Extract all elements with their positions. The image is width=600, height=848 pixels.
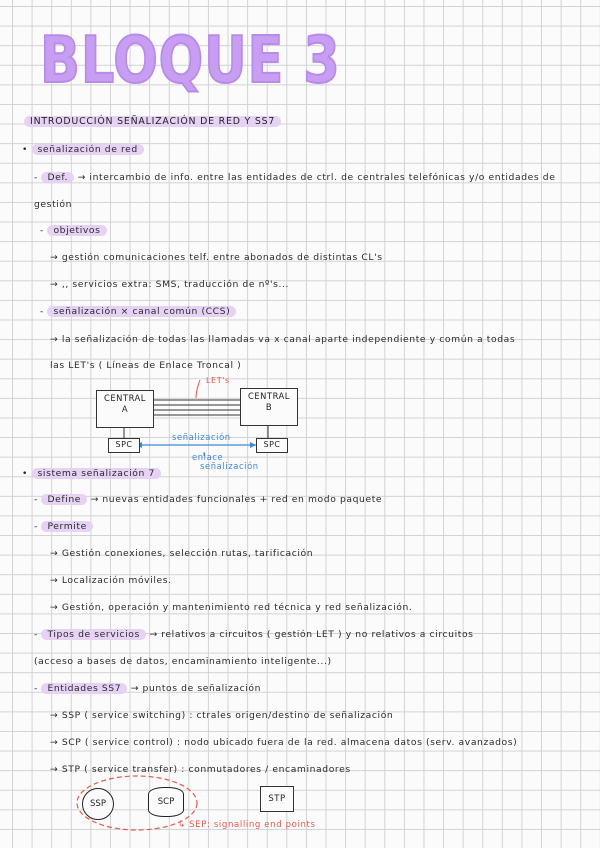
- ccs-text: → la señalización de todas las llamadas va x canal aparte independiente y común a todas: [50, 334, 516, 345]
- ccs-text2: las LET's ( Líneas de Enlace Troncal ): [50, 360, 242, 371]
- ccs-label: señalización × canal común (CCS): [47, 306, 236, 317]
- senalizacion-label: señalización: [172, 432, 231, 442]
- permite-2: → Localización móviles.: [50, 575, 172, 586]
- ssp-node: [82, 788, 114, 820]
- entidad-scp: → SCP ( service control) : nodo ubicado fuera de la red. almacena datos (serv. avanzados): [50, 737, 518, 748]
- def-text: → intercambio de info. entre las entidades de ctrl. de centrales telefónicas y/o entidades de: [77, 172, 556, 183]
- objetivo-2: → ,, servicios extra: SMS, traducción de nº's...: [50, 279, 290, 290]
- tipos-label: Tipos de servicios: [41, 629, 145, 640]
- section1-heading-text: señalización de red: [32, 144, 144, 155]
- scp-label: SCP: [157, 797, 175, 807]
- ccs-line: - señalización × canal común (CCS): [40, 306, 236, 317]
- entidades-text: → puntos de señalización: [130, 683, 262, 694]
- objetivos-line: - objetivos: [40, 225, 107, 236]
- objetivo-1: → gestión comunicaciones telf. entre abonados de distintas CL's: [50, 252, 383, 263]
- define-label: Define: [41, 494, 87, 505]
- tipos-line: - Tipos de servicios → relativos a circuitos ( gestión LET ) y no relativos a circuitos: [34, 629, 474, 640]
- ssp-label: SSP: [90, 799, 106, 809]
- section1-heading: • señalización de red: [22, 144, 144, 155]
- central-b-label: CENTRAL B: [248, 391, 290, 412]
- stp-node: [260, 786, 294, 812]
- enlace-label: enlace: [192, 452, 224, 462]
- subtitle-text: INTRODUCCIÓN SEÑALIZACIÓN DE RED Y SS7: [24, 116, 281, 127]
- section2-heading: • sistema señalización 7: [22, 468, 161, 479]
- define-text: → nuevas entidades funcionales + red en modo paquete: [90, 494, 383, 505]
- page-title: BLOQUE 3: [40, 24, 341, 98]
- def-text2: gestión: [34, 199, 73, 210]
- stp-label: STP: [268, 794, 286, 804]
- def-label: Def.: [41, 172, 74, 183]
- tipos-text2: (acceso a bases de datos, encaminamiento inteligente...): [34, 656, 332, 667]
- entidad-stp: → STP ( service transfer) : conmutadores / encaminadores: [50, 764, 351, 775]
- permite-label: Permite: [41, 521, 92, 532]
- permite-line: - Permite: [34, 521, 93, 532]
- entidades-line: - Entidades SS7 → puntos de señalización: [34, 683, 262, 694]
- entidades-label: Entidades SS7: [41, 683, 127, 694]
- scp-node: [148, 787, 184, 817]
- spc-right-label: SPC: [263, 440, 281, 449]
- tipos-text: → relativos a circuitos ( gestión LET ) y no relativos a circuitos: [149, 629, 474, 640]
- central-a-label: CENTRAL A: [104, 393, 146, 414]
- enlace-label2: señalización: [200, 461, 259, 471]
- sep-note: ↳ SEP: signalling end points: [178, 820, 316, 830]
- permite-1: → Gestión conexiones, selección rutas, tarificación: [50, 548, 314, 559]
- def-line: - Def. → intercambio de info. entre las entidades de ctrl. de centrales telefónicas y/o entidades de: [34, 172, 556, 183]
- objetivos-label: objetivos: [47, 225, 106, 236]
- lets-label: LET's: [206, 376, 230, 385]
- define-line: - Define → nuevas entidades funcionales + red en modo paquete: [34, 494, 383, 505]
- section2-heading-text: sistema señalización 7: [32, 468, 161, 479]
- entidad-ssp: → SSP ( service switching) : ctrales origen/destino de señalización: [50, 710, 394, 721]
- spc-left-label: SPC: [115, 440, 133, 449]
- permite-3: → Gestión, operación y mantenimiento red técnica y red señalización.: [50, 602, 413, 613]
